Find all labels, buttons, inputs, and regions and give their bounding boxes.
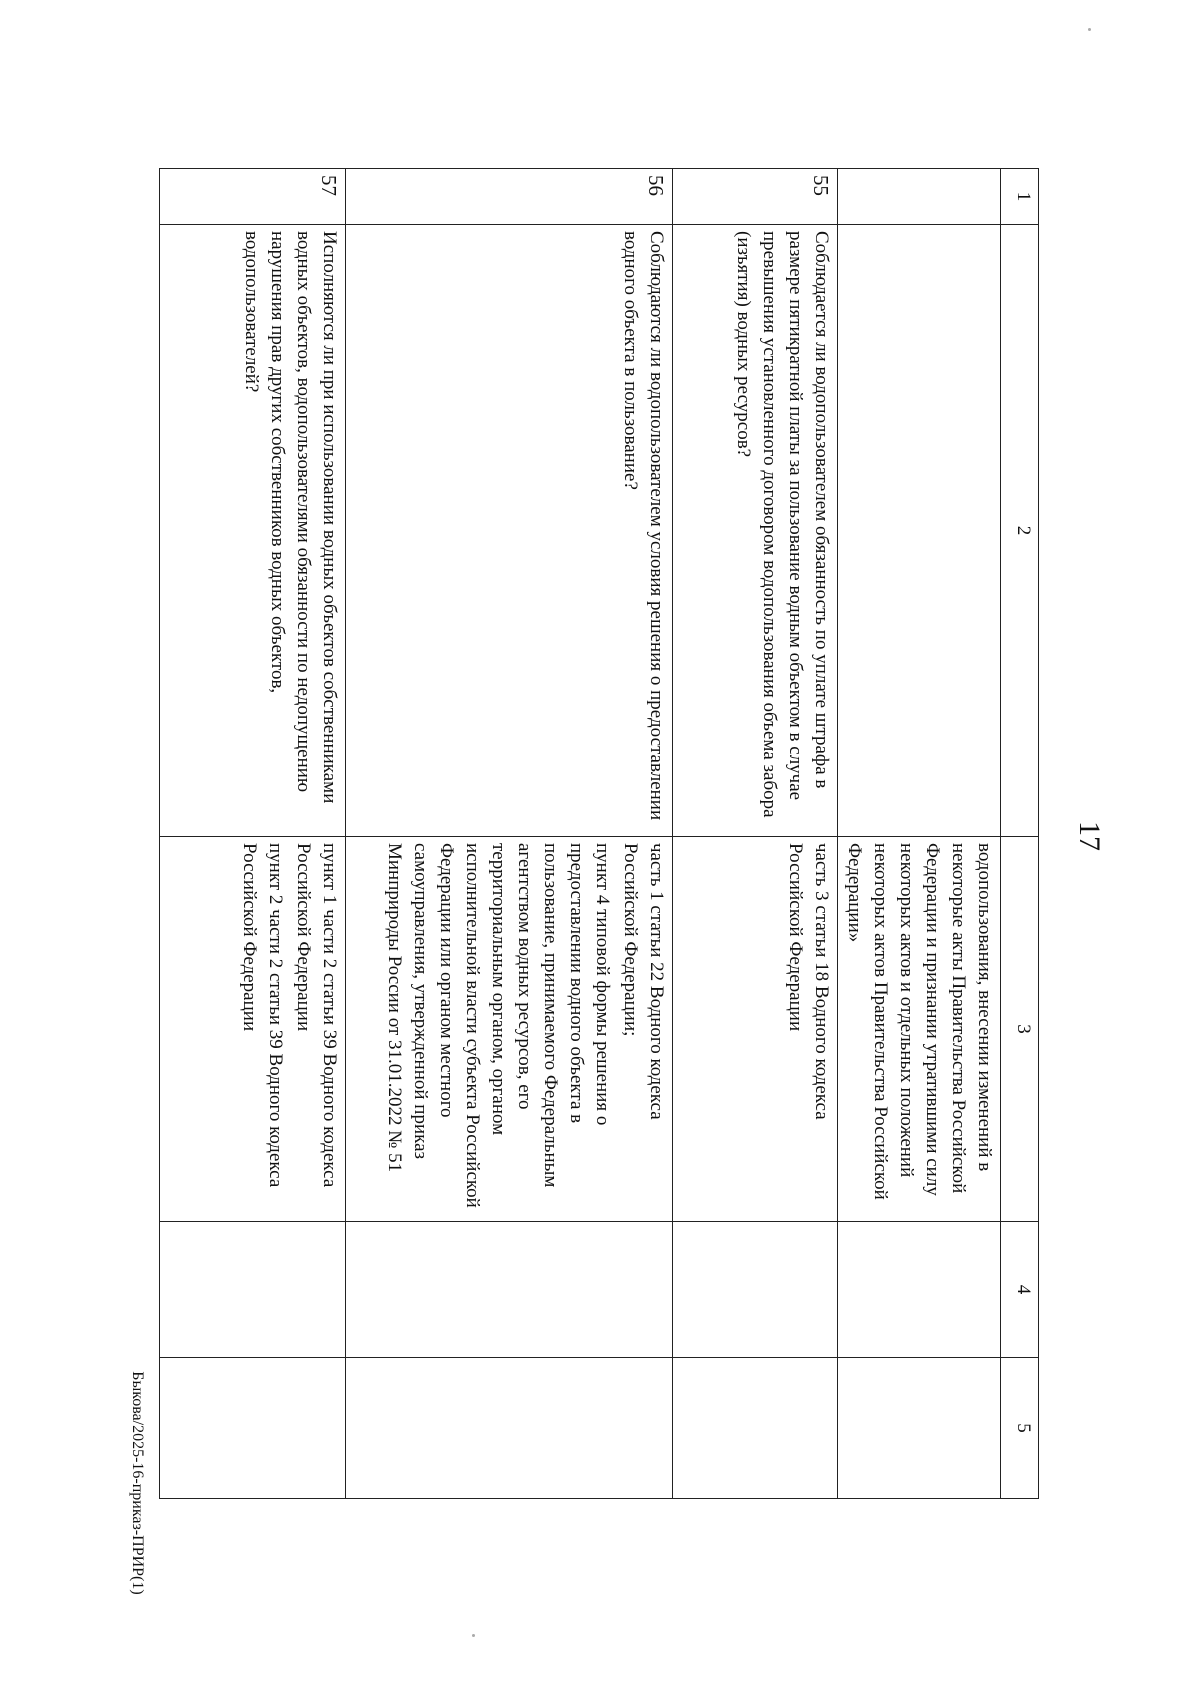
row-col4: [838, 1222, 1001, 1358]
row-number: [838, 169, 1001, 225]
reference-text: часть 1 статьи 22 Водного кодекса Российской Федерации;: [620, 843, 667, 1120]
row-col5: [673, 1358, 838, 1499]
table-row: [838, 169, 1001, 1499]
row-number: 56: [346, 169, 673, 225]
header-cell: 5: [1001, 1358, 1039, 1499]
table-row: [673, 169, 838, 1499]
page-number: 17: [1073, 821, 1106, 851]
header-cell: 1: [1001, 169, 1039, 225]
table-header-row: [1001, 169, 1039, 1499]
scan-speck: [472, 1634, 475, 1637]
row-col4: [160, 1222, 346, 1358]
scan-speck: [1088, 28, 1091, 31]
row-references: [160, 837, 346, 1222]
document-footer: Быкова/2025-16-приказ-ПРИР(1): [129, 1371, 146, 1595]
reference-text: пункт 1 части 2 статьи 39 Водного кодекса Российской Федерации: [293, 843, 340, 1188]
reference-text: пункт 2 части 2 статьи 39 Водного кодекса Российской Федерации: [239, 843, 286, 1188]
row-col5: [346, 1358, 673, 1499]
row-references: [838, 837, 1001, 1222]
row-col5: [838, 1358, 1001, 1499]
reference-text: часть 3 статьи 18 Водного кодекса Российской Федерации: [785, 843, 832, 1120]
row-number: 57: [160, 169, 346, 225]
row-question: Исполняются ли при использовании водных объектов собственниками водных объектов, водопользователями обязанности по недопущению нарушения прав других собственников водных объектов, водопользователей?: [160, 225, 346, 837]
row-col4: [346, 1222, 673, 1358]
header-cell: 2: [1001, 225, 1039, 837]
requirements-table: [159, 168, 1039, 1499]
header-cell: 3: [1001, 837, 1039, 1222]
row-col4: [673, 1222, 838, 1358]
row-number: 55: [673, 169, 838, 225]
table-row: [346, 169, 673, 1499]
requirements-table-wrapper: [159, 168, 1039, 1498]
reference-text: пункт 4 типовой формы решения о предоставлении водного объекта в пользование, принимаемого Федеральным агентством водных ресурсов, его территориальным органом, органом исполнительной власти субъекта Российской Федерации или органом местного самоуправления, утвержденной приказ Минприроды России от 31.01.2022 № 51: [384, 843, 613, 1208]
row-question: Соблюдаются ли водопользователем условия решения о предоставлении водного объекта в пользование?: [346, 225, 673, 837]
row-col5: [160, 1358, 346, 1499]
row-references: [346, 837, 673, 1222]
row-question: [838, 225, 1001, 837]
row-references: [673, 837, 838, 1222]
header-cell: 4: [1001, 1222, 1039, 1358]
row-question: Соблюдается ли водопользователем обязанность по уплате штрафа в размере пятикратной платы за пользование водным объектом в случае превышения установленного договором водопользования объема забора (изъятия) водных ресурсов?: [673, 225, 838, 837]
table-row: [160, 169, 346, 1499]
reference-text: водопользования, внесении изменений в некоторые акты Правительства Российской Федерации и признании утратившими силу некоторых актов и отдельных положений некоторых актов Правительства Российской Федерации»: [844, 843, 995, 1200]
